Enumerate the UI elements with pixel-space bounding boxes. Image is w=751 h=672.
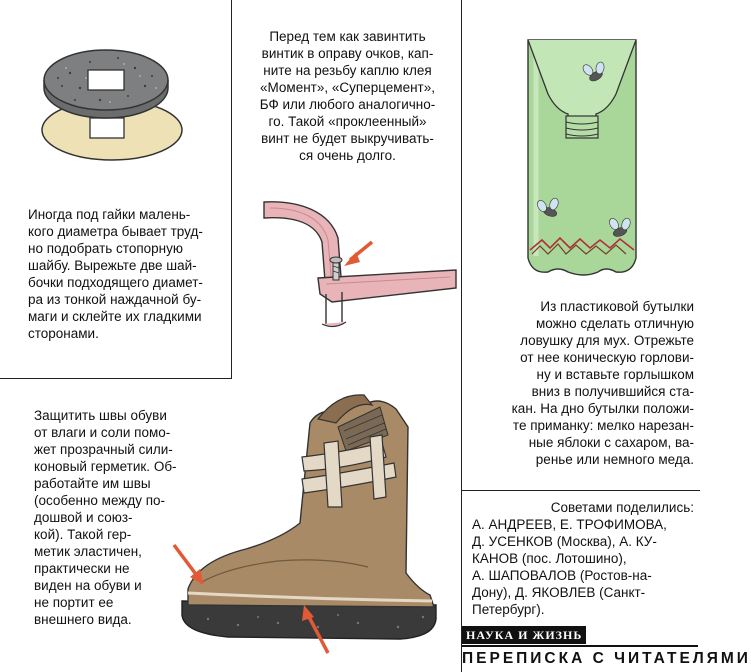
text-line: Защитить швы обуви — [34, 408, 167, 423]
credits-heading: Советами поделились: — [550, 500, 694, 515]
credits-text — [472, 499, 694, 618]
text-line: ра из тонкой наждачной бу- — [28, 292, 202, 307]
text-line: ловушку для мух. Отрежьте — [520, 333, 694, 348]
text-line: но подобрать стопорную — [28, 241, 183, 256]
glasses-frame-screw-icon — [260, 190, 460, 340]
text-line: коновый герметик. Об- — [34, 459, 177, 474]
text-line: те приманку: мелко нарезан- — [512, 418, 694, 433]
text-line: вниз в получившийся ста- — [531, 384, 694, 399]
text-line: ренье или немного меда. — [535, 452, 694, 467]
text-line: А. ШАПОВАЛОВ (Ростов-на- — [472, 568, 652, 583]
text-line: шайбу. Вырежьте две шай- — [28, 258, 197, 273]
tip-washer-text — [28, 206, 218, 342]
text-line: ные яблоки с сахаром, ва- — [528, 435, 694, 450]
credits-cell — [462, 491, 700, 626]
text-line: винтик в оправу очков, кап- — [261, 46, 434, 61]
text-line: кан. На дно бутылки положи- — [511, 401, 694, 416]
text-line: кого диаметра бывает труд- — [28, 224, 203, 239]
tip-shoes-cell — [0, 379, 461, 672]
text-line: жет прозрачный сили- — [34, 442, 173, 457]
text-line: практически не — [34, 561, 130, 576]
text-line: (особенно между по- — [34, 493, 166, 508]
text-line: ну и вставьте горлышком — [536, 367, 694, 382]
footer — [462, 626, 751, 670]
text-line: сторонами. — [28, 326, 99, 341]
text-line: Петербург). — [472, 602, 545, 617]
rubric-rule — [462, 645, 698, 647]
text-line: Из пластиковой бутылки — [540, 299, 694, 314]
bottle-flytrap-icon — [522, 36, 642, 276]
rubric-title: ПЕРЕПИСКА С ЧИТАТЕЛЯМИ — [462, 650, 751, 667]
text-line: Иногда под гайки малень- — [28, 207, 191, 222]
text-line: кой). Такой гер- — [34, 527, 132, 542]
sandpaper-washer-icon — [40, 38, 190, 168]
text-line: внешнего вида. — [34, 612, 132, 627]
text-line: от нее коническую горлови- — [520, 350, 694, 365]
text-line: дошвой и союз- — [34, 510, 133, 525]
tip-flytrap-text — [470, 298, 694, 468]
text-line: ните на резьбу каплю клея — [263, 63, 432, 78]
text-line: маги и склейте их гладкими — [28, 309, 202, 324]
text-line: винт не будет выкручивать- — [261, 131, 434, 146]
text-line: не портит ее — [34, 595, 114, 610]
text-line: метик эластичен, — [34, 544, 142, 559]
text-line: виден на обуви и — [34, 578, 142, 593]
text-line: ся очень долго. — [299, 148, 396, 163]
tip-washer-cell — [0, 0, 231, 378]
magazine-brand: НАУКА И ЖИЗНЬ — [462, 626, 586, 644]
text-line: от влаги и соли помо- — [34, 425, 171, 440]
text-line: можно сделать отличную — [535, 316, 694, 331]
text-line: «Момент», «Суперцемент», — [260, 80, 435, 95]
text-line: КАНОВ (пос. Лотошино), — [472, 551, 627, 566]
text-line: го. Такой «проклеенный» — [268, 114, 427, 129]
text-line: БФ или любого аналогично- — [259, 97, 436, 112]
text-line: бочки подходящего диамет- — [28, 275, 203, 290]
text-line: работайте им швы — [34, 476, 151, 491]
boot-sealant-icon — [168, 383, 458, 669]
tip-glasses-cell — [232, 0, 461, 378]
text-line: Перед тем как завинтить — [269, 29, 426, 44]
text-line: Дону), Д. ЯКОВЛЕВ (Санкт- — [472, 585, 646, 600]
tip-flytrap-cell — [462, 0, 700, 490]
text-line: Д. УСЕНКОВ (Москва), А. КУ- — [472, 534, 657, 549]
tip-glasses-text — [240, 28, 455, 164]
text-line: А. АНДРЕЕВ, Е. ТРОФИМОВА, — [472, 517, 667, 532]
